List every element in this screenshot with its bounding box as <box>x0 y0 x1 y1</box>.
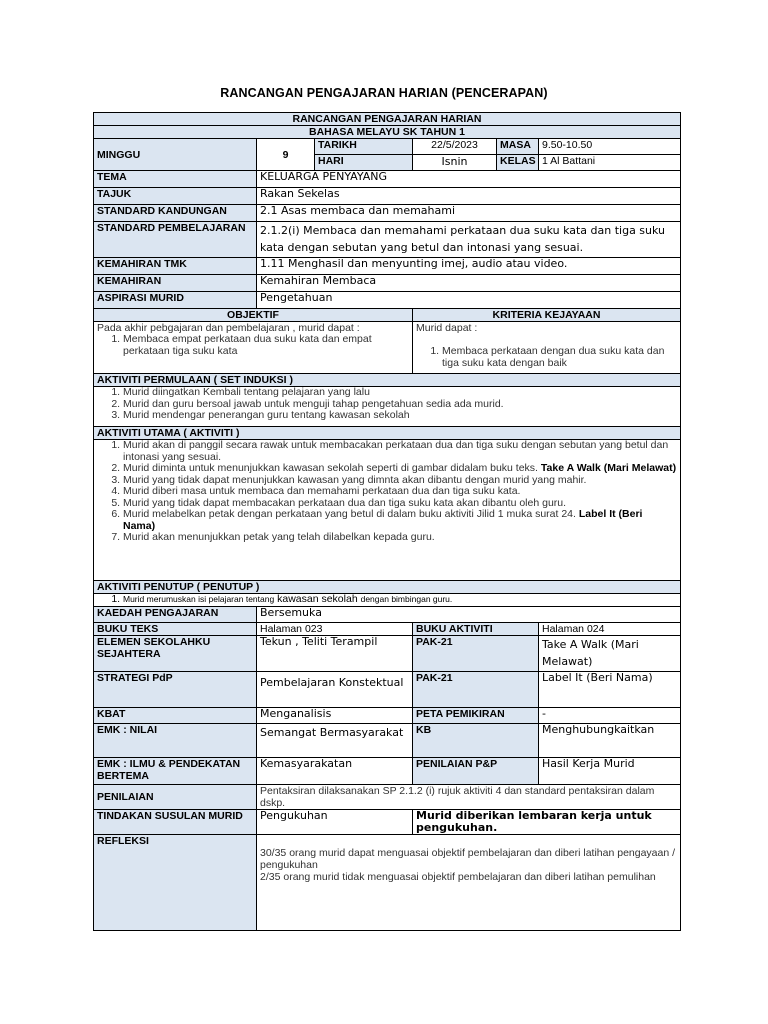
kemahiran-label: KEMAHIRAN <box>94 275 257 292</box>
aspirasi-murid-value: Pengetahuan <box>257 292 681 309</box>
buku-teks-label: BUKU TEKS <box>94 623 257 636</box>
kriteria-cell <box>413 322 681 374</box>
list-item: 5. Murid yang tidak dapat membacakan perkataan dua dan tiga suku kata akan dibantu oleh guru. <box>123 498 677 510</box>
aktiviti-utama-cell <box>94 440 681 581</box>
elemen-value: Tekun , Teliti Terampil <box>257 636 413 672</box>
peta-pemikiran-label: PETA PEMIKIRAN <box>413 708 539 724</box>
buku-aktiviti-label: BUKU AKTIVITI <box>413 623 539 636</box>
elemen-label: ELEMEN SEKOLAHKU SEJAHTERA <box>94 636 257 672</box>
emk-nilai-value: Semangat Bermasyarakat <box>257 724 413 758</box>
standard-pembelajaran-value: 2.1.2(i) Membaca dan memahami perkataan dua suku kata dan tiga suku kata dengan sebutan yang betul dan intonasi yang sesuai. <box>257 222 681 258</box>
kemahiran-tmk-label: KEMAHIRAN TMK <box>94 258 257 275</box>
list-item: 2. Murid diminta untuk menunjukkan kawasan sekolah seperti di gambar didalam buku teks. Take A Walk (Mari Melawat) <box>123 463 677 475</box>
hari-label: HARI <box>315 155 413 171</box>
tindakan-susulan-label: TINDAKAN SUSULAN MURID <box>94 810 257 835</box>
pak21-label: PAK-21 <box>413 636 539 672</box>
penilaian-label: PENILAIAN <box>94 785 257 810</box>
hari-value: Isnin <box>413 155 497 171</box>
buku-teks-value: Halaman 023 <box>257 623 413 636</box>
tindakan-value-1: Pengukuhan <box>257 810 413 835</box>
pak21-label: PAK-21 <box>413 672 539 708</box>
objektif-intro: Pada akhir pebgajaran dan pembelajaran , murid dapat : <box>97 322 360 334</box>
standard-pembelajaran-label: STANDARD PEMBELAJARAN <box>94 222 257 258</box>
kriteria-item: 1. Membaca perkataan dengan dua suku kata dan tiga suku kata dengan baik <box>442 346 677 369</box>
list-item: 1. Murid merumuskan isi pelajaran tentang kawasan sekolah dengan bimbingan guru. <box>123 594 677 606</box>
kemahiran-tmk-value: 1.11 Menghasil dan menyunting imej, audio atau video. <box>257 258 681 275</box>
tema-label: TEMA <box>94 171 257 188</box>
buku-aktiviti-value: Halaman 024 <box>539 623 681 636</box>
penilaian-value: Pentaksiran dilaksanakan SP 2.1.2 (i) rujuk aktiviti 4 dan standard pentaksiran dalam dskp. <box>257 785 681 810</box>
pak21-value: Take A Walk (Mari Melawat) <box>539 636 681 672</box>
kriteria-intro: Murid dapat : <box>416 322 478 334</box>
list-item: 3. Murid mendengar penerangan guru tentang kawasan sekolah <box>123 410 677 422</box>
masa-label: MASA <box>497 139 539 155</box>
refleksi-value <box>257 835 681 931</box>
aktiviti-penutup-cell <box>94 594 681 607</box>
emk-ilmu-value: Kemasyarakatan <box>257 758 413 785</box>
strategi-value: Pembelajaran Konstektual <box>257 672 413 708</box>
refleksi-line: 30/35 orang murid dapat menguasai objektif pembelajaran dan diberi latihan pengayaan / pengukuhan <box>260 847 676 871</box>
aktiviti-penutup-heading: AKTIVITI PENUTUP ( PENUTUP ) <box>94 581 681 594</box>
objektif-cell <box>94 322 413 374</box>
tindakan-value-2: Murid diberikan lembaran kerja untuk pengukuhan. <box>413 810 681 835</box>
emk-ilmu-label: EMK : ILMU & PENDEKATAN BERTEMA <box>94 758 257 785</box>
kb-label: KB <box>413 724 539 758</box>
plan-heading: RANCANGAN PENGAJARAN HARIAN <box>94 113 681 126</box>
refleksi-label: REFLEKSI <box>94 835 257 931</box>
pak21-value: Label It (Beri Nama) <box>539 672 681 708</box>
aktiviti-utama-heading: AKTIVITI UTAMA ( AKTIVITI ) <box>94 427 681 440</box>
list-item: 3. Murid yang tidak dapat menunjukkan kawasan yang dimnta akan dibantu dengan murid yang mahir. <box>123 475 677 487</box>
list-item: 7. Murid akan menunjukkan petak yang telah dilabelkan kepada guru. <box>123 532 677 544</box>
tema-value: KELUARGA PENYAYANG <box>257 171 681 188</box>
list-item: 1. Murid akan di panggil secara rawak untuk membacakan perkataan dua dan tiga suku dengan sebutan yang betul dan intonasi yang sesuai. <box>123 440 677 463</box>
standard-kandungan-value: 2.1 Asas membaca dan memahami <box>257 205 681 222</box>
aktiviti-permulaan-heading: AKTIVITI PERMULAAN ( SET INDUKSI ) <box>94 374 681 387</box>
kelas-label: KELAS <box>497 155 539 171</box>
kelas-value: 1 Al Battani <box>539 155 681 171</box>
strategi-label: STRATEGI PdP <box>94 672 257 708</box>
kaedah-value: Bersemuka <box>257 607 681 623</box>
objektif-item: 1. Membaca empat perkataan dua suku kata dan empat perkataan tiga suku kata <box>123 334 409 357</box>
page-title: RANCANGAN PENGAJARAN HARIAN (PENCERAPAN) <box>220 86 548 100</box>
kriteria-heading: KRITERIA KEJAYAAN <box>413 309 681 322</box>
refleksi-line: 2/35 orang murid tidak menguasai objektif pembelajaran dan diberi latihan pemulihan <box>260 871 656 883</box>
standard-kandungan-label: STANDARD KANDUNGAN <box>94 205 257 222</box>
kbat-value: Menganalisis <box>257 708 413 724</box>
tajuk-label: TAJUK <box>94 188 257 205</box>
minggu-label: MINGGU <box>94 139 257 171</box>
list-item: 6. Murid melabelkan petak dengan perkataan yang betul di dalam buku aktiviti Jilid 1 muka surat 24. Label It (Beri Nama) <box>123 509 677 532</box>
list-item: 1. Murid diingatkan Kembali tentang pelajaran yang lalu <box>123 387 677 399</box>
kbat-label: KBAT <box>94 708 257 724</box>
minggu-value: 9 <box>257 139 315 171</box>
kemahiran-value: Kemahiran Membaca <box>257 275 681 292</box>
kb-value: Menghubungkaitkan <box>539 724 681 758</box>
emk-nilai-label: EMK : NILAI <box>94 724 257 758</box>
kaedah-label: KAEDAH PENGAJARAN <box>94 607 257 623</box>
list-item: 4. Murid diberi masa untuk membaca dan memahami perkataan dua dan tiga suku kata. <box>123 486 677 498</box>
lesson-plan-table <box>93 112 681 931</box>
masa-value: 9.50-10.50 <box>539 139 681 155</box>
subject-heading: BAHASA MELAYU SK TAHUN 1 <box>94 126 681 139</box>
penilaian-pdp-label: PENILAIAN P&P <box>413 758 539 785</box>
tarikh-value: 22/5/2023 <box>413 139 497 155</box>
penilaian-pdp-value: Hasil Kerja Murid <box>539 758 681 785</box>
tarikh-label: TARIKH <box>315 139 413 155</box>
aktiviti-permulaan-cell <box>94 387 681 427</box>
peta-pemikiran-value: - <box>539 708 681 724</box>
aspirasi-murid-label: ASPIRASI MURID <box>94 292 257 309</box>
objektif-heading: OBJEKTIF <box>94 309 413 322</box>
list-item: 2. Murid dan guru bersoal jawab untuk menguji tahap pengetahuan sedia ada murid. <box>123 399 677 411</box>
tajuk-value: Rakan Sekelas <box>257 188 681 205</box>
